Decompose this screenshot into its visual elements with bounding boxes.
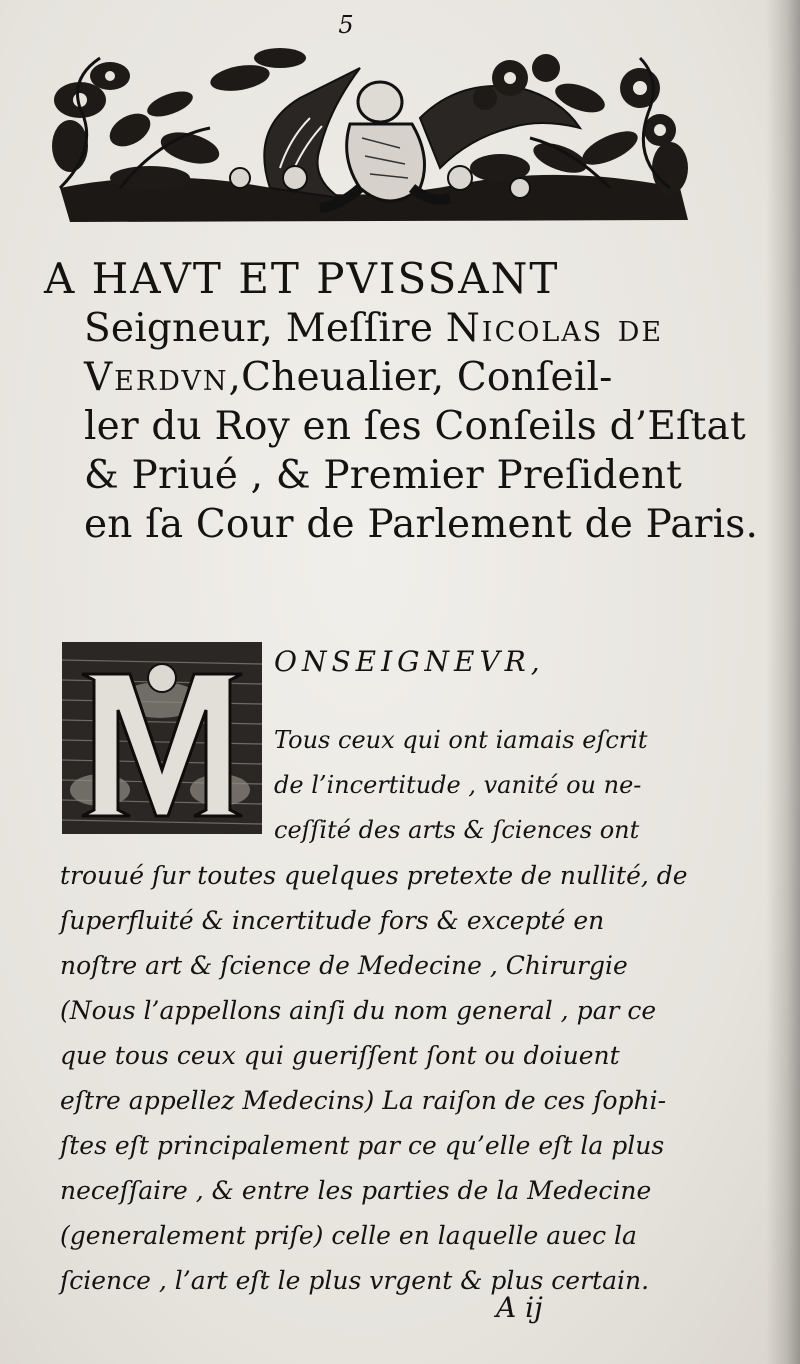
body-text (60, 718, 690, 1303)
body-line: eſtre appellez Medecins) La raiſon de ces ſophi- (60, 1086, 667, 1115)
body-line: (generalement priſe) celle en laquelle auec la (60, 1221, 637, 1250)
salutation: ONSEIGNEVR, (274, 645, 545, 678)
title-line-2 (44, 304, 684, 353)
body-line: Tous ceux qui ont iamais eſcrit (274, 726, 648, 754)
body-line: ceſſité des arts & ſciences ont (274, 816, 640, 844)
title-line-3 (44, 353, 684, 402)
body-line: ſuperfluité & incertitude fors & excepté en (60, 906, 605, 935)
body-line: ſcience , l’art eſt le plus vrgent & plus certain. (60, 1266, 650, 1295)
title-line-4: ler du Roy en ſes Conſeils d’Eſtat (84, 404, 746, 449)
title-line-2b: Nicolas de (445, 306, 664, 351)
title-line-2a: Seigneur, Meſſire (84, 306, 434, 351)
title-line-6: en ſa Cour de Parlement de Paris. (84, 502, 759, 547)
body-line: (Nous l’appellons ainſi du nom general , par ce (60, 996, 657, 1025)
page-edge-shadow (766, 0, 800, 1364)
signature-mark: A ij (496, 1291, 543, 1324)
dedication-title (44, 254, 759, 549)
body-line: trouué ſur toutes quelques pretexte de nullité, de (60, 861, 688, 890)
body-line: ſtes eſt principalement par ce qu’elle eſt la plus (60, 1131, 665, 1160)
page-number: 5 (338, 11, 354, 39)
body-line: noſtre art & ſcience de Medecine , Chirurgie (60, 951, 628, 980)
body-line: neceſſaire , & entre les parties de la Medecine (60, 1176, 652, 1205)
title-line-1: A HAVT ET PVISSANT (44, 254, 560, 303)
title-line-3b: ,Cheualier, Conſeil- (228, 355, 613, 400)
title-line-5: & Priué , & Premier Preſident (84, 453, 683, 498)
title-line-3a: Verdvn (84, 355, 229, 400)
body-line: que tous ceux qui gueriſſent ſont ou doiuent (60, 1041, 620, 1070)
body-line: de l’incertitude , vanité ou ne- (274, 771, 642, 799)
floral-headpiece-icon (40, 38, 690, 224)
